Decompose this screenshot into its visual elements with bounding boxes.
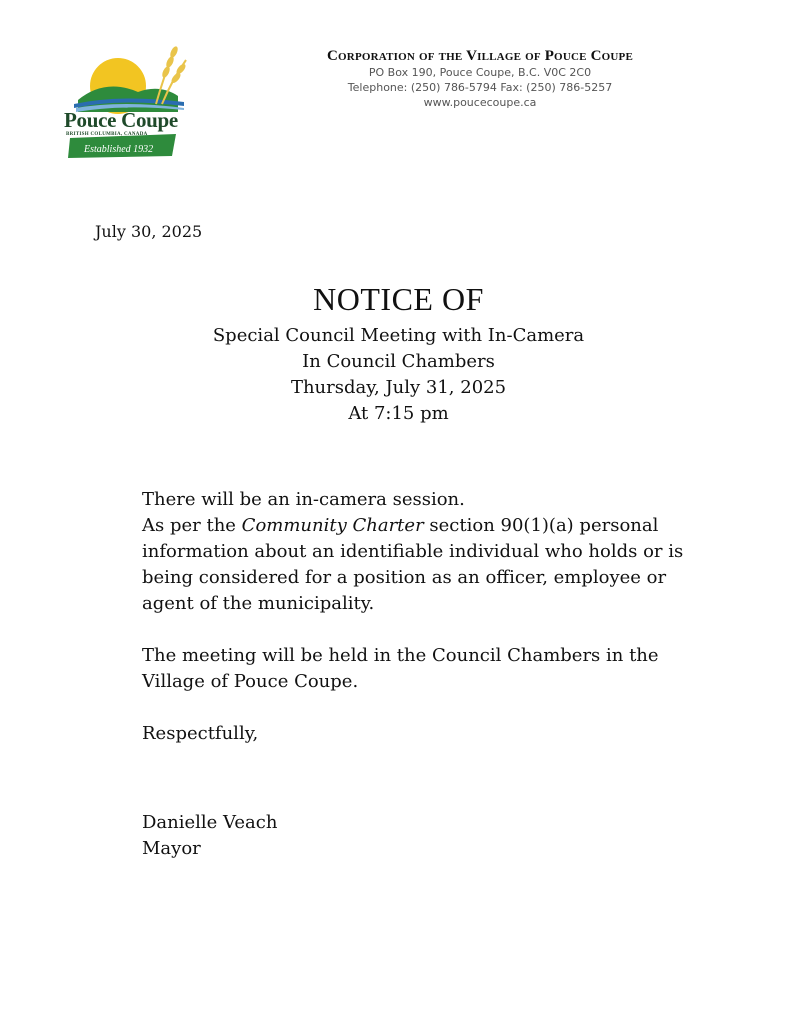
letter-date: July 30, 2025 — [95, 222, 203, 241]
logo-established: Established 1932 — [84, 144, 154, 155]
community-charter: Community Charter — [241, 515, 424, 536]
intro-paragraph: There will be an in-camera session. — [142, 489, 465, 510]
notice-body — [142, 487, 702, 747]
address: PO Box 190, Pouce Coupe, B.C. V0C 2C0 — [368, 66, 592, 79]
logo-name: Pouce Coupe — [64, 108, 178, 132]
meeting-type: Special Council Meeting with In-Camera — [212, 325, 585, 346]
phone-fax: Telephone: (250) 786-5794 Fax: (250) 786-5257 — [347, 81, 613, 94]
notice-details — [0, 323, 797, 427]
logo-subtitle: BRITISH COLUMBIA, CANADA — [66, 132, 148, 137]
meeting-time: At 7:15 pm — [348, 403, 449, 424]
signatory-name: Danielle Veach — [142, 812, 278, 833]
location-paragraph: The meeting will be held in the Council Chambers in the Village of Pouce Coupe. — [142, 645, 659, 692]
website: www.poucecoupe.ca — [423, 96, 537, 109]
charter-paragraph: As per the Community Charter section 90(1)(a) personal information about an identifiable individual who holds or is being considered for a position as an officer, employee or agent of the municipality. — [142, 515, 684, 614]
letterhead — [270, 48, 690, 110]
signatory-title: Mayor — [142, 838, 201, 859]
meeting-location: In Council Chambers — [302, 351, 495, 372]
signature-block — [142, 810, 277, 862]
notice-title: NOTICE OF — [313, 281, 484, 317]
village-logo — [60, 46, 192, 162]
closing: Respectfully, — [142, 723, 259, 744]
corporation-name: Corporation of the Village of Pouce Coupe — [327, 48, 633, 64]
meeting-date: Thursday, July 31, 2025 — [290, 377, 507, 398]
